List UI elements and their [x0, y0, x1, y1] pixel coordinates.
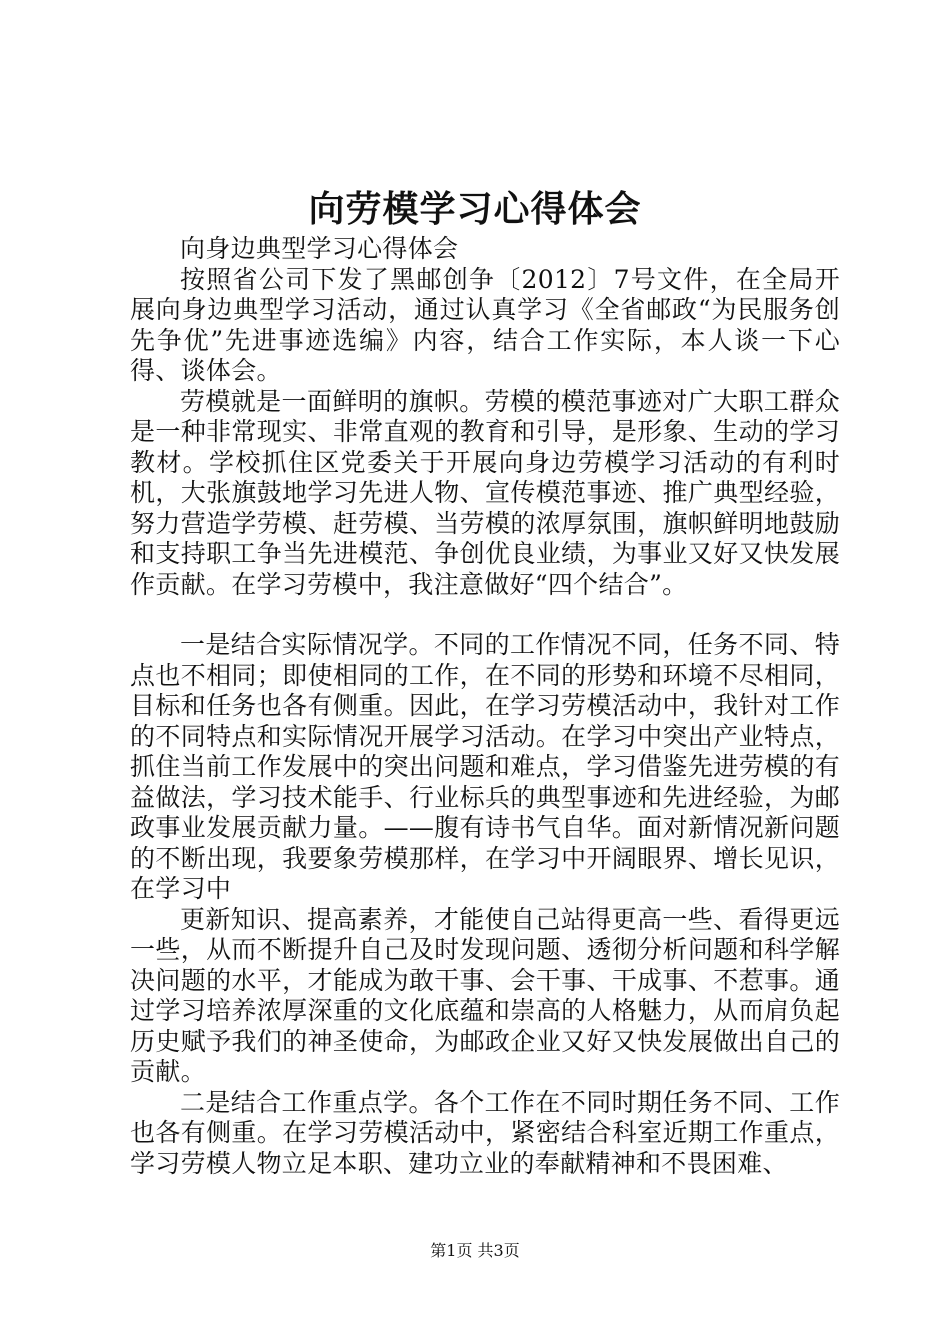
paragraph-point-one: 一是结合实际情况学。不同的工作情况不同，任务不同、特点也不相同；即使相同的工作，在不同的形势和环境不尽相同，目标和任务也各有侧重。因此，在学习劳模活动中，我针对工作的不同特点和实际情况开展学习活动。在学习中突出产业特点，抓住当前工作发展中的突出问题和难点，学习借鉴先进劳模的有益做法，学习技术能手、行业标兵的典型事迹和先进经验，为邮政事业发展贡献力量。——腹有诗书气自华。面对新情况新问题的不断出现，我要象劳模那样，在学习中开阔眼界、增长见识，在学习中 — [130, 630, 840, 903]
paragraph-update-knowledge: 更新知识、提高素养，才能使自己站得更高一些、看得更远一些，从而不断提升自己及时发现问题、透彻分析问题和科学解决问题的水平，才能成为敢干事、会干事、干成事、不惹事。通过学习培养浓厚深重的文化底蕴和崇高的人格魅力，从而肩负起历史赋予我们的神圣使命，为邮政企业又好又快发展做出自己的贡献。 — [130, 904, 840, 1086]
page-footer: 第1页 共3页 — [430, 1241, 520, 1260]
paragraph-subtitle: 向身边典型学习心得体会 — [180, 234, 459, 263]
paragraph-point-two: 二是结合工作重点学。各个工作在不同时期任务不同、工作也各有侧重。在学习劳模活动中，紧密结合科室近期工作重点，学习劳模人物立足本职、建功立业的奉献精神和不畏困难、 — [130, 1087, 840, 1178]
paragraph-intro: 按照省公司下发了黑邮创争〔2012〕7号文件，在全局开展向身边典型学习活动，通过认真学习《全省邮政“为民服务创先争优”先进事迹选编》内容，结合工作实际，本人谈一下心得、谈体会。 — [130, 264, 840, 385]
document-title: 向劳模学习心得体会 — [308, 188, 642, 230]
paragraph-model-banner: 劳模就是一面鲜明的旗帜。劳模的模范事迹对广大职工群众是一种非常现实、非常直观的教育和引导，是形象、生动的学习教材。学校抓住区党委关于开展向身边劳模学习活动的有利时机，大张旗鼓地学习先进人物、宣传模范事迹、推广典型经验，努力营造学劳模、赶劳模、当劳模的浓厚氛围，旗帜鲜明地鼓励和支持职工争当先进模范、争创优良业绩，为事业又好又快发展作贡献。在学习劳模中，我注意做好“四个结合”。 — [130, 386, 840, 599]
document-body — [130, 234, 840, 1179]
